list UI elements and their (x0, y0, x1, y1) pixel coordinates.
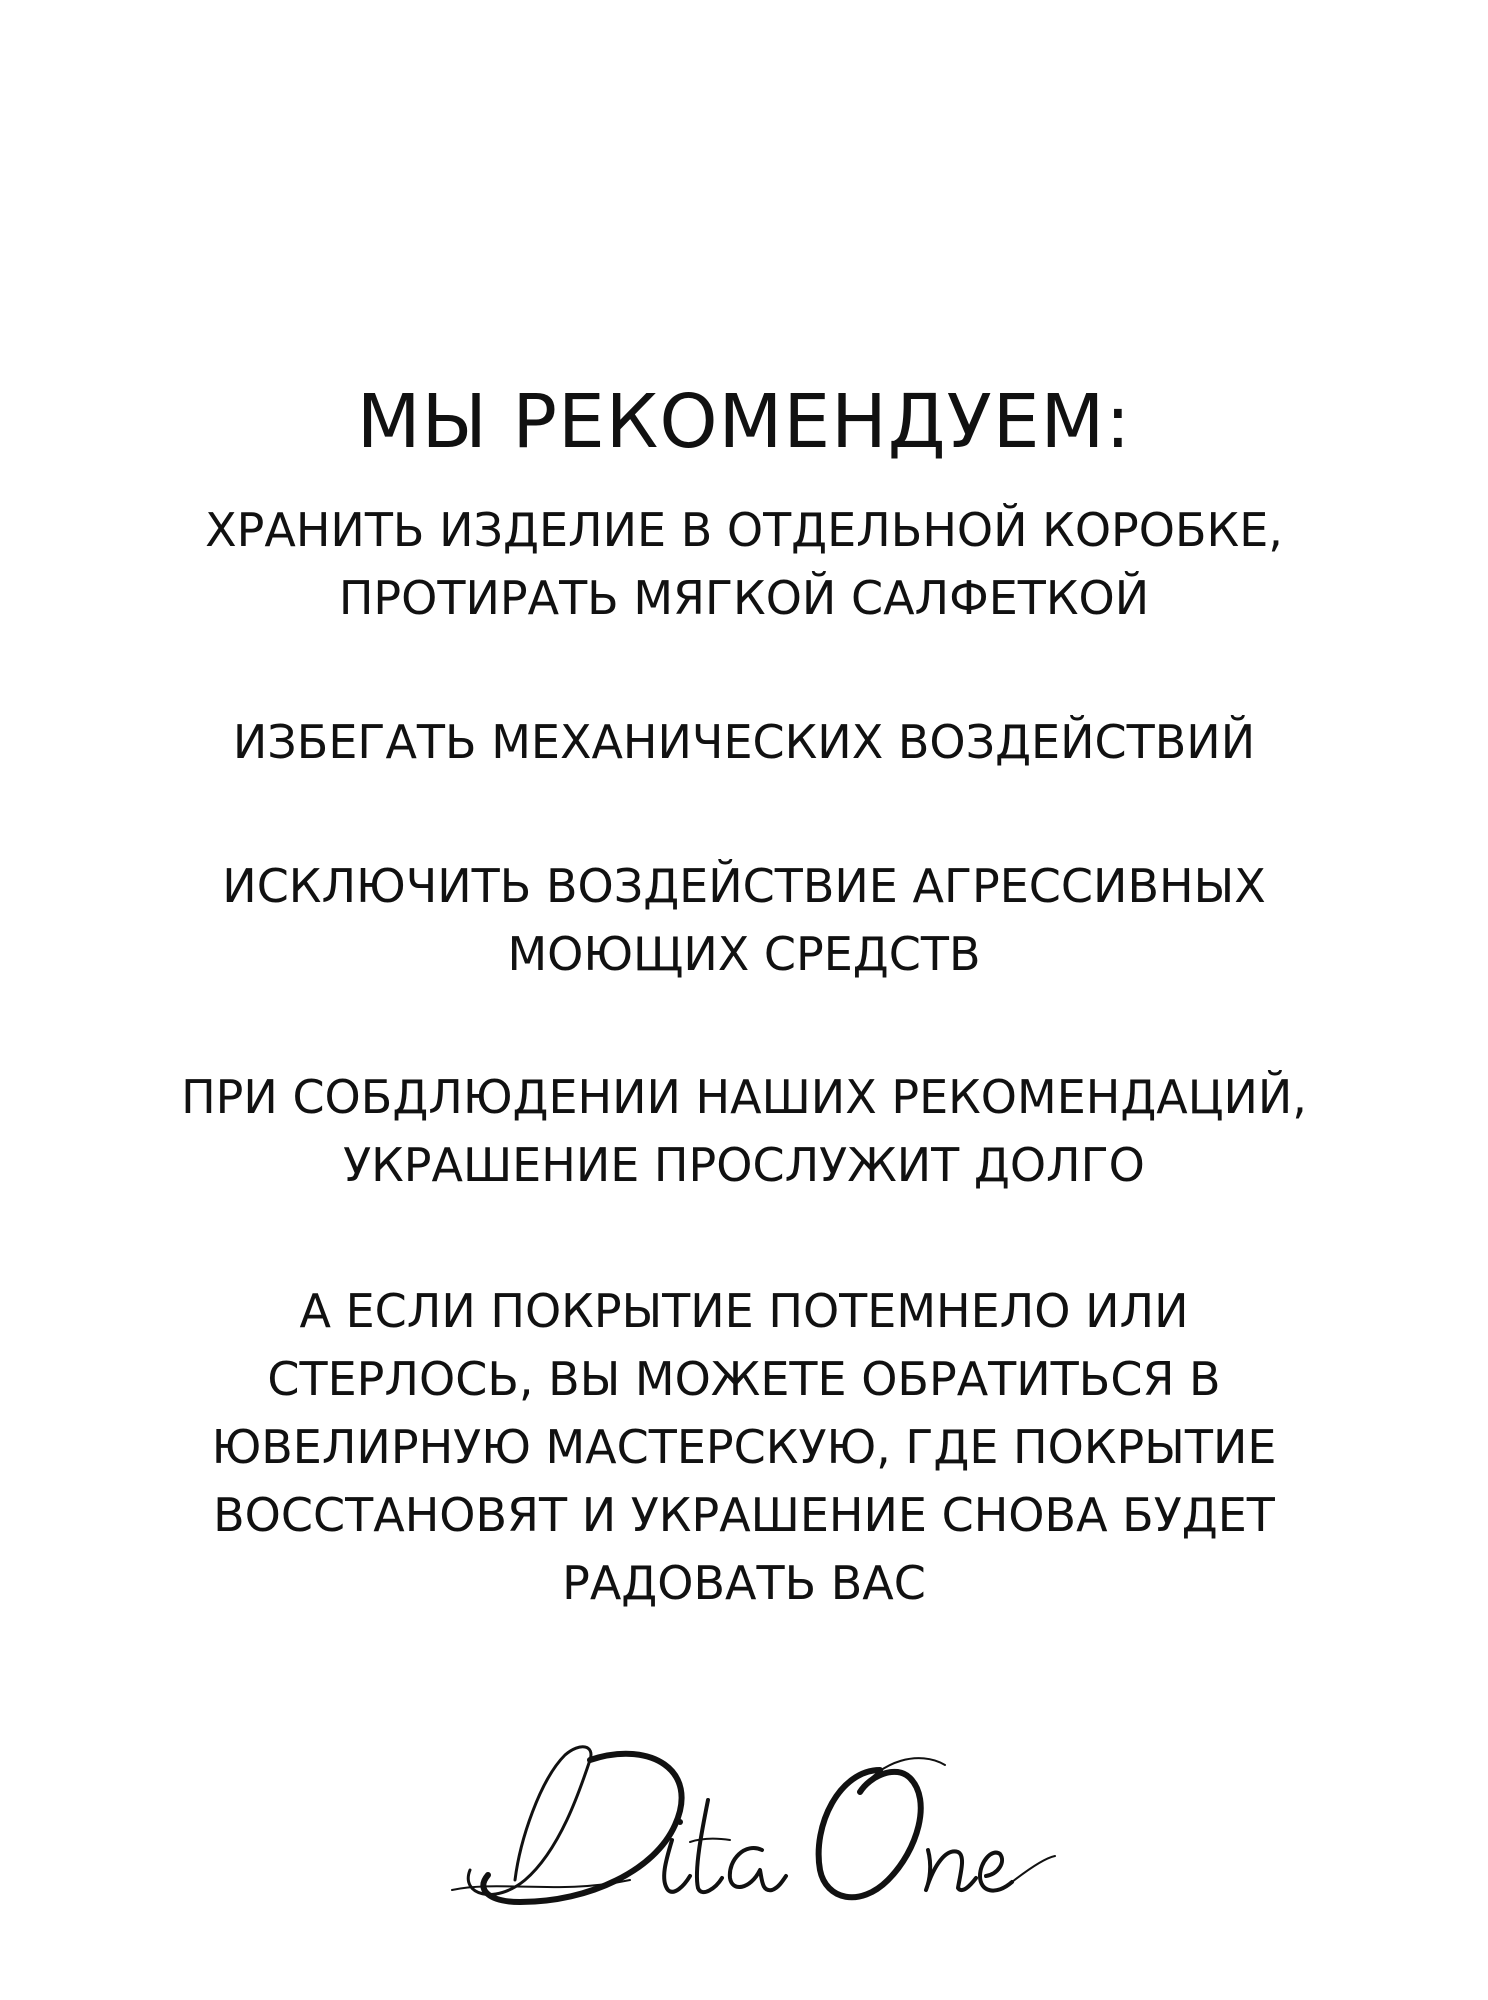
recommendation-avoid-impact (60, 708, 1428, 776)
recommendation-line: МОЮЩИХ СРЕДСТВ (507, 927, 981, 981)
recommendation-line: РАДОВАТЬ ВАС (562, 1556, 926, 1610)
recommendation-line: ХРАНИТЬ ИЗДЕЛИЕ В ОТДЕЛЬНОЙ КОРОБКЕ, (205, 503, 1283, 557)
dita-one-logo-icon (440, 1730, 1060, 1930)
recommendation-line: УКРАШЕНИЕ ПРОСЛУЖИТ ДОЛГО (343, 1138, 1145, 1192)
recommendation-line: ПРИ СОБДЛЮДЕНИИ НАШИХ РЕКОМЕНДАЦИЙ, (181, 1070, 1307, 1124)
recommendation-line: ЮВЕЛИРНУЮ МАСТЕРСКУЮ, ГДЕ ПОКРЫТИЕ (211, 1420, 1277, 1474)
brand-logo (440, 1730, 1060, 1930)
recommendation-storage (60, 496, 1428, 632)
recommendation-line: А ЕСЛИ ПОКРЫТИЕ ПОТЕМНЕЛО ИЛИ (299, 1284, 1189, 1338)
page-title: МЫ РЕКОМЕНДУЕМ: (356, 378, 1132, 465)
recommendation-avoid-chemicals (60, 852, 1428, 988)
recommendation-restoration (60, 1277, 1428, 1617)
recommendation-longevity (60, 1063, 1428, 1199)
recommendation-line: ИЗБЕГАТЬ МЕХАНИЧЕСКИХ ВОЗДЕЙСТВИЙ (232, 715, 1256, 769)
recommendation-line: ПРОТИРАТЬ МЯГКОЙ САЛФЕТКОЙ (338, 571, 1150, 625)
recommendation-line: ВОССТАНОВЯТ И УКРАШЕНИЕ СНОВА БУДЕТ (213, 1488, 1275, 1542)
recommendation-line: СТЕРЛОСЬ, ВЫ МОЖЕТЕ ОБРАТИТЬСЯ В (267, 1352, 1221, 1406)
recommendation-line: ИСКЛЮЧИТЬ ВОЗДЕЙСТВИЕ АГРЕССИВНЫХ (222, 859, 1266, 913)
